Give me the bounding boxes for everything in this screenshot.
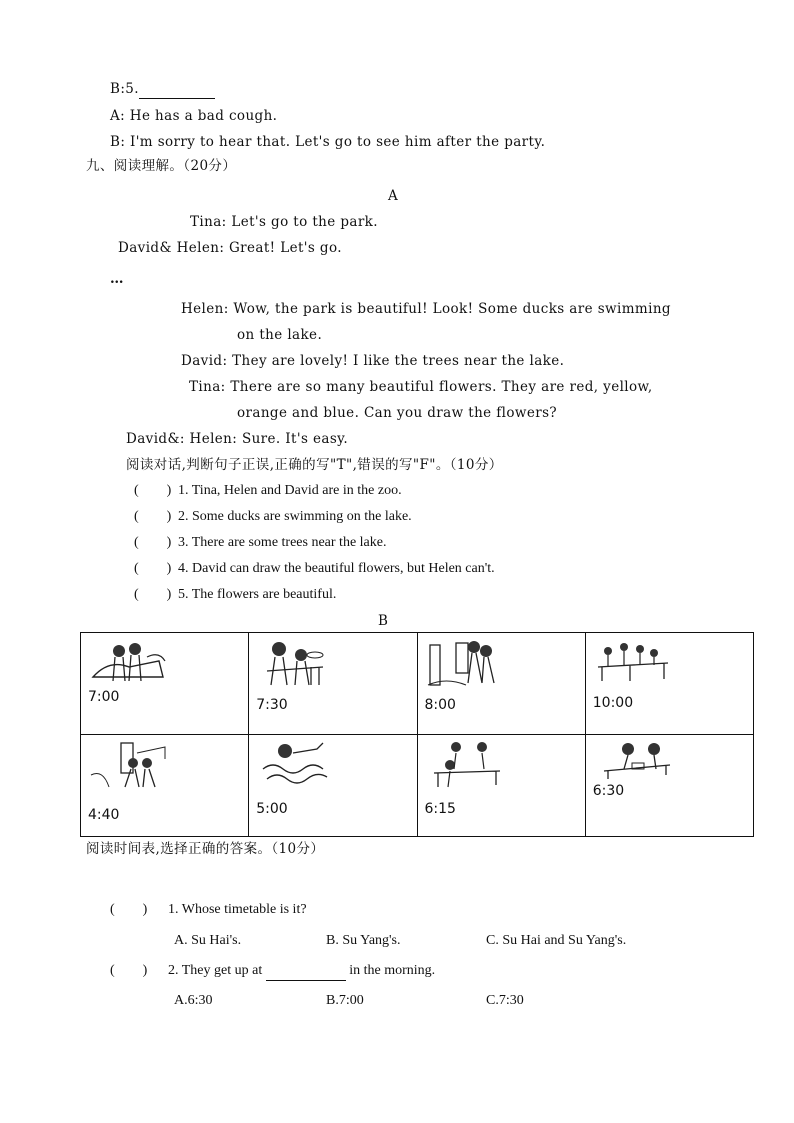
- time-label: 6:15: [424, 801, 456, 817]
- dialogue-continuation: orange and blue. Can you draw the flowers?: [237, 405, 558, 421]
- tf-question: [134, 560, 495, 578]
- time-label: 7:00: [88, 689, 120, 705]
- a-line: A: He has a bad cough.: [110, 108, 278, 124]
- mc-question: [110, 901, 307, 919]
- question-text: 2. Some ducks are swimming on the lake.: [178, 509, 412, 524]
- classroom-icon: [594, 637, 672, 687]
- timetable-cell: [585, 735, 753, 837]
- timetable-cell: [81, 633, 249, 735]
- tf-question: [134, 508, 412, 526]
- ellipsis: …: [110, 271, 124, 287]
- part-b-label: B: [378, 613, 389, 629]
- answer-paren[interactable]: ( ): [110, 902, 148, 917]
- timetable-cell: [585, 633, 753, 735]
- question-text: 4. David can draw the beautiful flowers, but Helen can't.: [178, 561, 495, 576]
- dialogue-line: [181, 352, 564, 370]
- time-label: 6:30: [592, 783, 625, 799]
- timetable: [80, 632, 754, 837]
- mc-question: [110, 962, 435, 981]
- swimming-icon: [257, 739, 335, 789]
- timetable-cell: [417, 735, 585, 837]
- speech: Sure. It's easy.: [241, 431, 349, 447]
- question-text: 3. There are some trees near the lake.: [178, 535, 387, 550]
- breakfast-icon: [257, 637, 335, 687]
- part-a-label: A: [388, 188, 399, 204]
- dialogue-line: [181, 300, 671, 318]
- option[interactable]: A.6:30: [174, 993, 213, 1008]
- timetable-cell: [81, 735, 249, 837]
- tf-question: [134, 534, 386, 552]
- speaker: David:: [181, 353, 228, 369]
- option[interactable]: A. Su Hai's.: [174, 933, 242, 948]
- speech: There are so many beautiful flowers. They are red, yellow,: [230, 379, 653, 395]
- time-label: 10:00: [592, 695, 634, 711]
- question-text: in the morning.: [349, 963, 436, 978]
- tf-question: [134, 586, 336, 604]
- answer-paren[interactable]: ( ): [110, 963, 148, 978]
- speaker: Tina:: [189, 379, 226, 395]
- timetable-cell: [249, 633, 417, 735]
- answer-paren[interactable]: ( ): [134, 587, 172, 602]
- speech: They are lovely! I like the trees near the lake.: [232, 353, 565, 369]
- question-text: 2. They get up at: [168, 963, 263, 978]
- time-label: 7:30: [256, 697, 288, 713]
- option[interactable]: C.7:30: [486, 993, 524, 1008]
- time-label: 4:40: [88, 807, 120, 823]
- dialogue-line: [118, 239, 342, 257]
- answer-paren[interactable]: ( ): [134, 561, 172, 576]
- time-label: 8:00: [424, 697, 456, 713]
- waking-up-icon: [89, 637, 167, 687]
- homework-icon: [594, 739, 672, 789]
- section-heading: 九、阅读理解。（20分）: [86, 158, 237, 174]
- speaker: David& Helen:: [118, 240, 225, 256]
- answer-paren[interactable]: ( ): [134, 509, 172, 524]
- b5-label: B:5.: [110, 81, 139, 97]
- dialogue-line: [189, 378, 653, 396]
- timetable-cell: [417, 633, 585, 735]
- speech: Great! Let's go.: [228, 240, 342, 256]
- time-label: 5:00: [256, 801, 288, 817]
- tf-question: [134, 482, 402, 500]
- speech: Wow, the park is beautiful! Look! Some ducks are swimming: [233, 301, 671, 317]
- dinner-icon: [426, 739, 504, 789]
- answer-paren[interactable]: ( ): [134, 535, 172, 550]
- option[interactable]: C. Su Hai and Su Yang's.: [486, 933, 627, 948]
- going-to-school-icon: [426, 637, 504, 687]
- part-a-instruction: 阅读对话,判断句子正误,正确的写"T",错误的写"F"。（10分）: [126, 457, 503, 473]
- speaker: David&: Helen:: [126, 431, 238, 447]
- speech: Let's go to the park.: [231, 214, 378, 230]
- question-text: 5. The flowers are beautiful.: [178, 587, 337, 602]
- b-line: B: I'm sorry to hear that. Let's go to see him after the party.: [110, 134, 546, 150]
- question-text: 1. Whose timetable is it?: [168, 902, 307, 917]
- dialogue-continuation: on the lake.: [237, 327, 323, 343]
- option[interactable]: B. Su Yang's.: [326, 933, 401, 948]
- speaker: Tina:: [190, 214, 227, 230]
- speaker: Helen:: [181, 301, 229, 317]
- going-home-icon: [89, 739, 167, 789]
- b5-line: [110, 80, 215, 99]
- part-b-instruction: 阅读时间表,选择正确的答案。（10分）: [86, 841, 325, 857]
- answer-paren[interactable]: ( ): [134, 483, 172, 498]
- timetable-cell: [249, 735, 417, 837]
- answer-blank[interactable]: [139, 80, 215, 99]
- option[interactable]: B.7:00: [326, 993, 364, 1008]
- answer-blank[interactable]: [266, 962, 346, 981]
- dialogue-line: [190, 213, 378, 231]
- dialogue-line: [126, 430, 348, 448]
- question-text: 1. Tina, Helen and David are in the zoo.: [178, 483, 402, 498]
